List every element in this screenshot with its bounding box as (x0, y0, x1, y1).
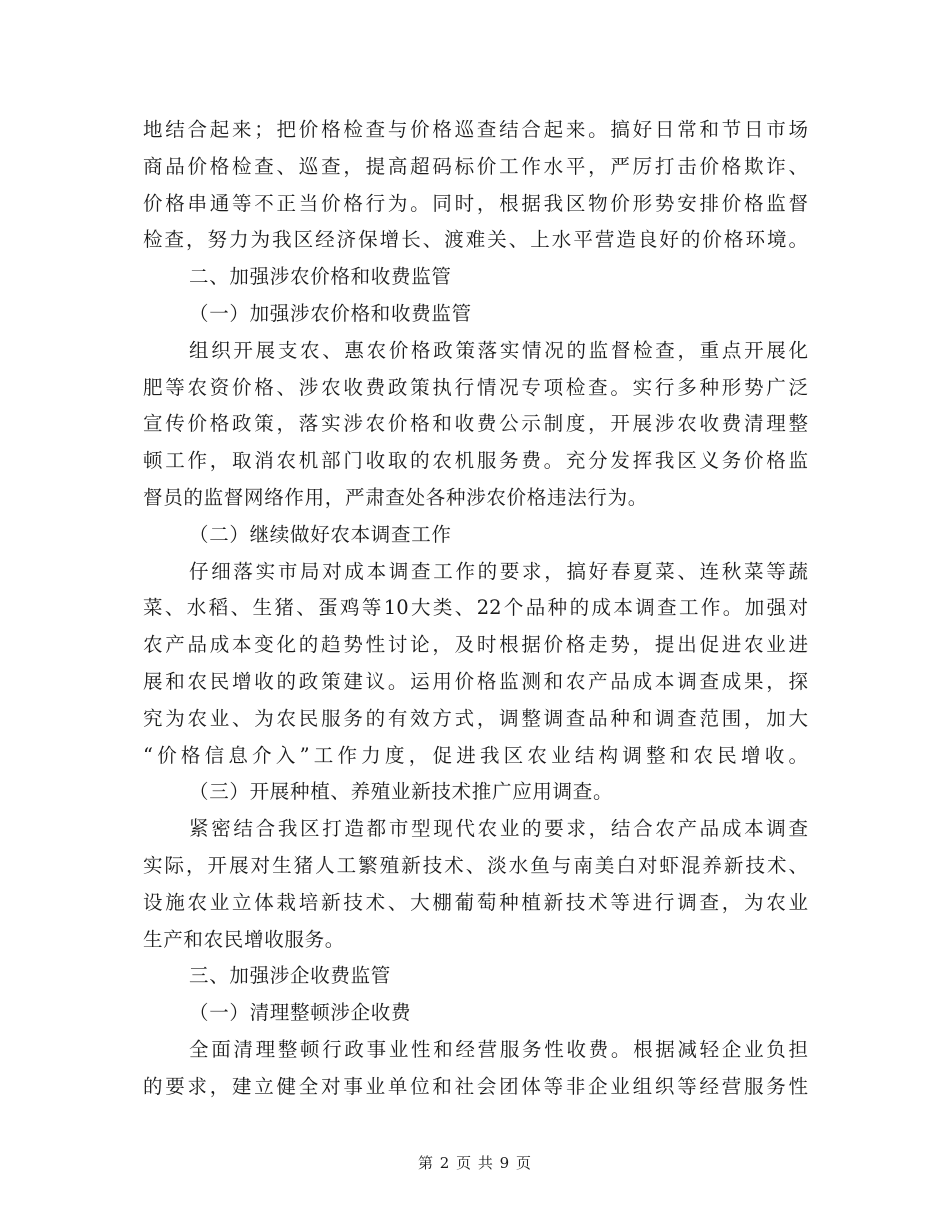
text-line: 设施农业立体栽培新技术、大棚葡萄种植新技术等进行调查，为农业 (143, 890, 808, 914)
text-line: （一）清理整顿涉企收费 (189, 1001, 412, 1025)
page-footer: 第 2 页 共 9 页 (418, 1154, 532, 1172)
text-line: 顿工作，取消农机部门收取的农机服务费。充分发挥我区义务价格监 (143, 449, 808, 473)
text-line: 究为农业、为农民服务的有效方式，调整调查品种和调查范围，加大 (143, 706, 808, 730)
text-line: 三、加强涉企收费监管 (189, 964, 392, 988)
text-line: 价格串通等不正当价格行为。同时，根据我区物价形势安排价格监督 (143, 191, 808, 215)
text-line: 实际，开展对生猪人工繁殖新技术、淡水鱼与南美白对虾混养新技术、 (143, 853, 808, 877)
text-line: 仔细落实市局对成本调查工作的要求，搞好春夏菜、连秋菜等蔬 (189, 559, 808, 583)
text-line: 全面清理整顿行政事业性和经营服务性收费。根据减轻企业负担 (189, 1037, 808, 1061)
text-line: 检查，努力为我区经济保增长、渡难关、上水平营造良好的价格环境。 (143, 228, 808, 252)
text-line: 商品价格检查、巡查，提高超码标价工作水平，严厉打击价格欺诈、 (143, 154, 808, 178)
text-line: 二、加强涉农价格和收费监管 (189, 265, 452, 289)
text-line: 组织开展支农、惠农价格政策落实情况的监督检查，重点开展化 (189, 338, 808, 362)
text-line: 地结合起来；把价格检查与价格巡查结合起来。搞好日常和节日市场 (143, 118, 808, 141)
document-body (143, 112, 808, 1106)
text-line: 肥等农资价格、涉农收费政策执行情况专项检查。实行多种形势广泛 (143, 375, 808, 399)
text-line: 紧密结合我区打造都市型现代农业的要求，结合农产品成本调查 (189, 817, 808, 841)
text-line: “价格信息介入”工作力度，促进我区农业结构调整和农民增收。 (143, 743, 808, 767)
text-line: （三）开展种植、养殖业新技术推广应用调查。 (189, 780, 614, 804)
text-line: 菜、水稻、生猪、蛋鸡等10大类、22个品种的成本调查工作。加强对 (143, 596, 808, 620)
text-line: 农产品成本变化的趋势性讨论，及时根据价格走势，提出促进农业进 (143, 633, 808, 657)
text-line: 展和农民增收的政策建议。运用价格监测和农产品成本调查成果，探 (143, 669, 808, 693)
text-line: （一）加强涉农价格和收费监管 (189, 301, 472, 325)
text-line: 督员的监督网络作用，严肃查处各种涉农价格违法行为。 (143, 485, 649, 509)
text-line: 的要求，建立健全对事业单位和社会团体等非企业组织等经营服务性 (143, 1074, 808, 1098)
text-line: （二）继续做好农本调查工作 (189, 522, 452, 546)
text-line: 宣传价格政策，落实涉农价格和收费公示制度，开展涉农收费清理整 (143, 412, 808, 436)
text-line: 生产和农民增收服务。 (143, 927, 346, 951)
